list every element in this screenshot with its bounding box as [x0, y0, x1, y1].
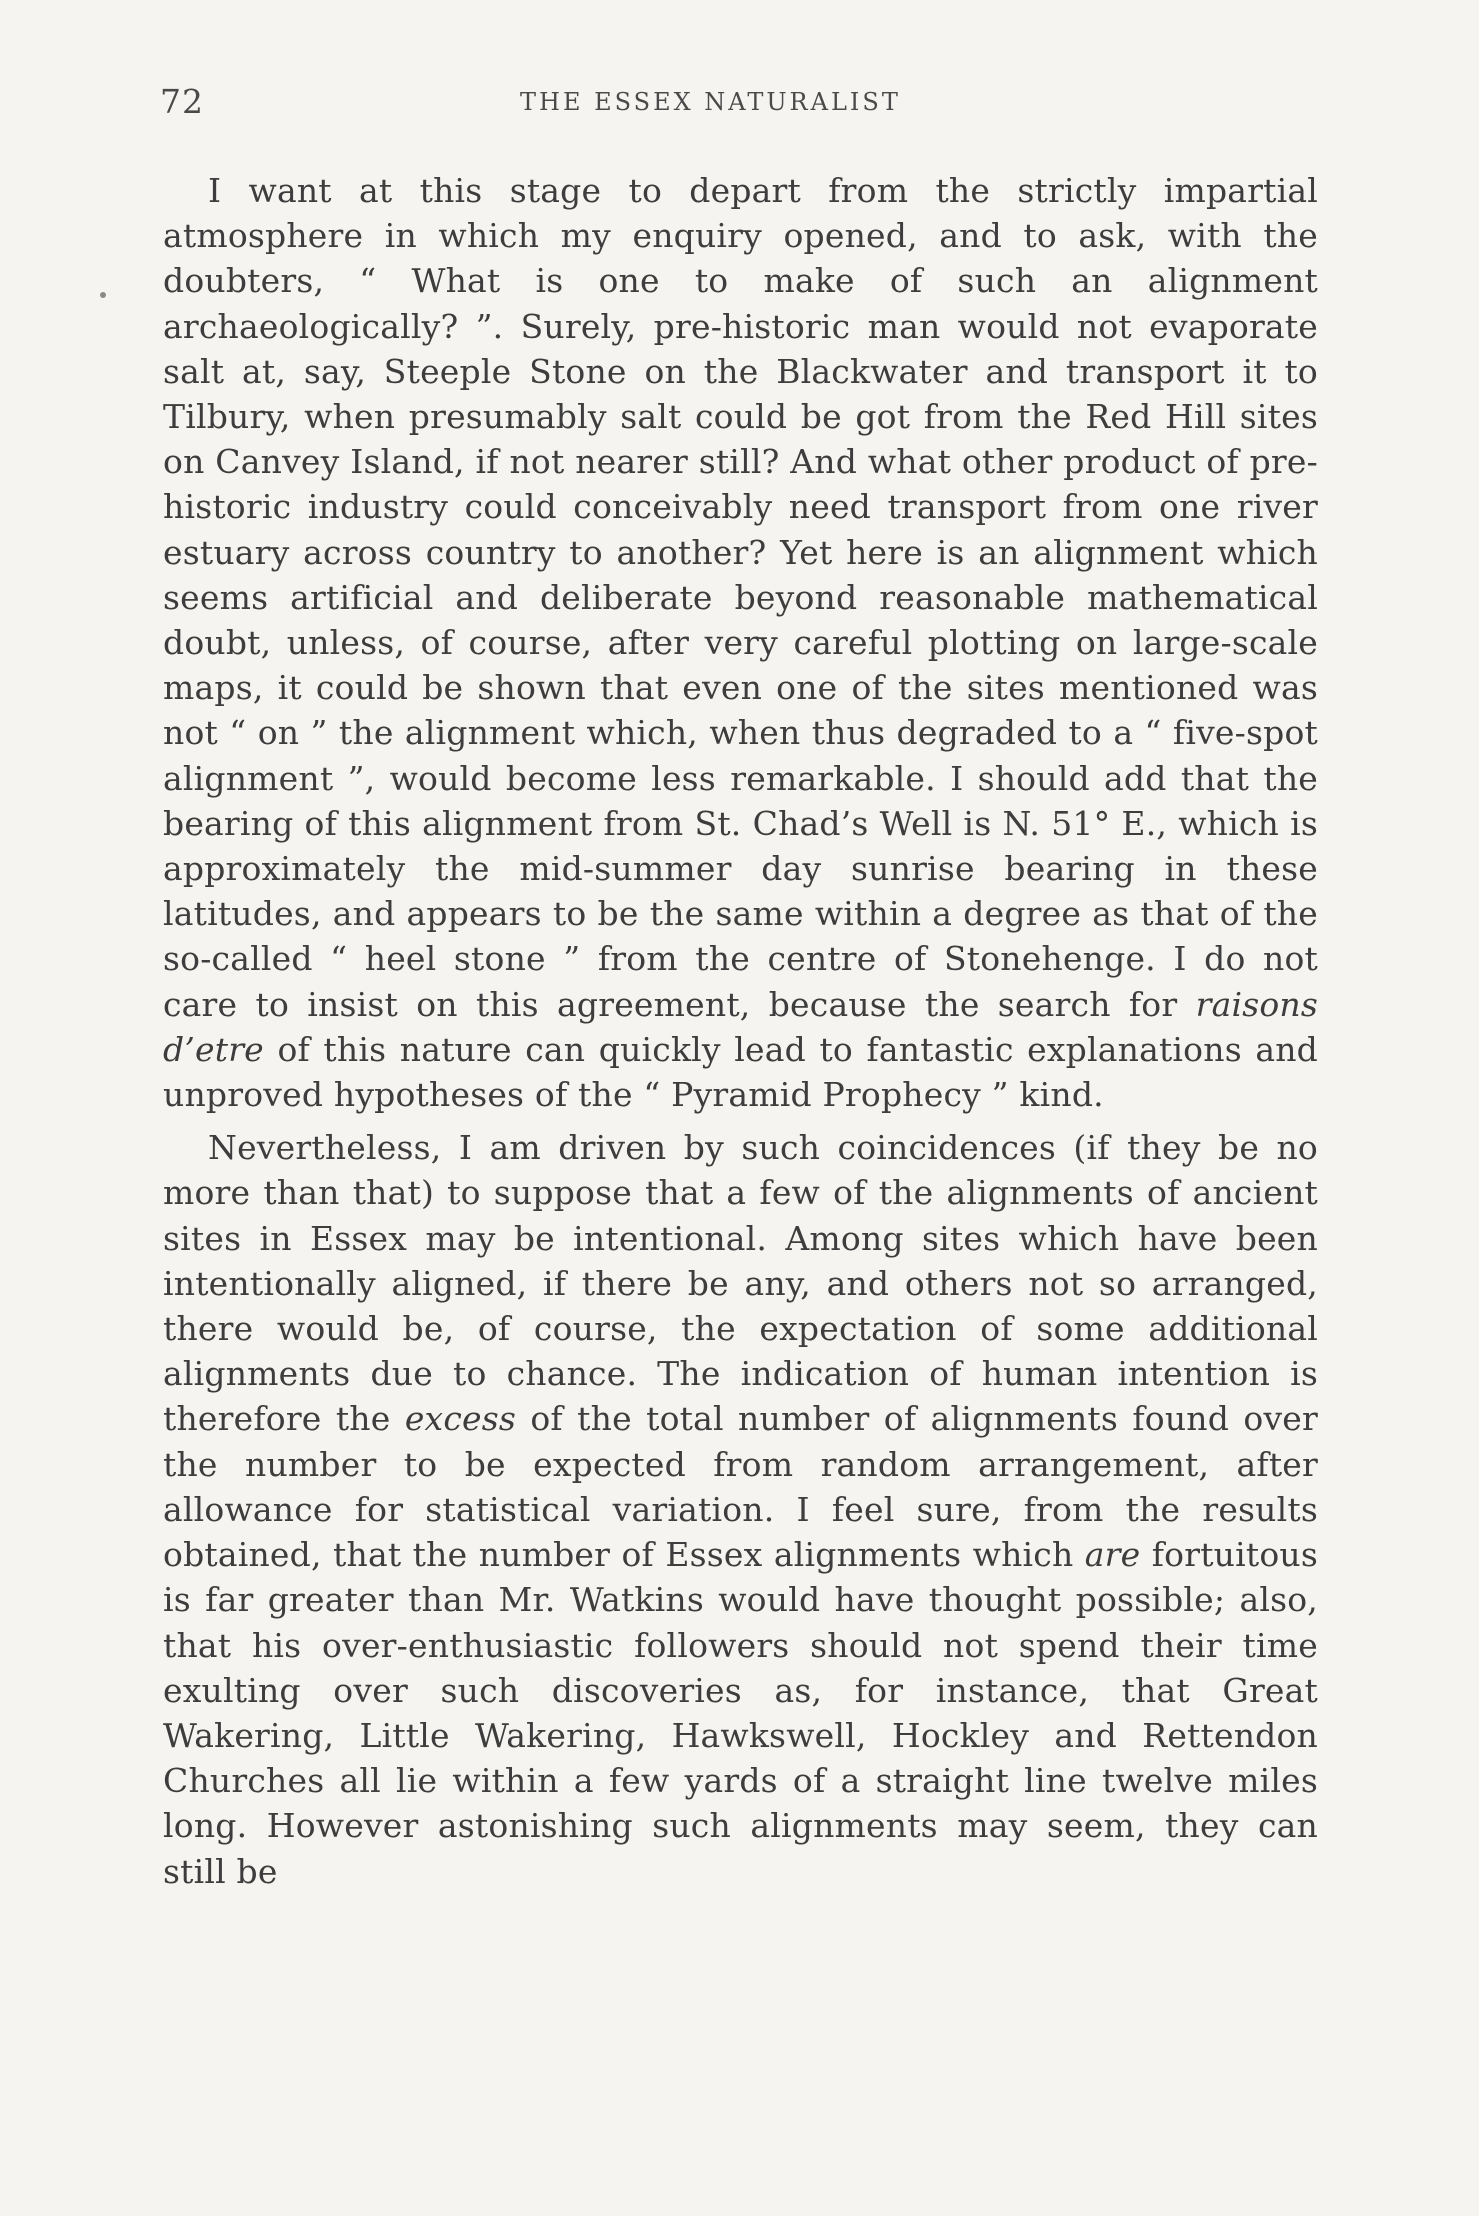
italic-phrase: raisons d’etre	[163, 984, 1318, 1069]
paragraph-text: I want at this stage to depart from the strictly impartial atmosphere in which my enquiry opened, and to ask, with the doubters, “ What is one to make of such an alignment archaeologically? ”. Surely, pre-historic man would not evaporate salt at, say, Steeple Stone on the Blackwater and transport it to Tilbury, when presumably salt could be got from the Red Hill sites on Canvey Island, if not nearer still? And what other product of pre-historic industry could conceivably need transport from one river estuary across country to another? Yet here is an alignment which seems artificial and deliberate beyond reasonable mathematical doubt, unless, of course, after very careful plotting on large-scale maps, it could be shown that even one of the sites mentioned was not “ on ” the alignment which, when thus degraded to a “ five-spot alignment ”, would become less remarkable. I should add that the bearing of this alignment from St. Chad’s Well is N. 51° E., which is approximately the mid-summer day sunrise bearing in these latitudes, and appears to be the same within a degree as that of the so-called “ heel stone ” from the centre of Stonehenge. I do not care to insist on this agreement, because the search for	[163, 171, 1318, 1024]
paragraph-text: of the total number of alignments found over the number to be expected from random arrangement, after allowance for statistical variation. I feel sure, from the results obtained, that the number of Essex alignments which	[163, 1399, 1318, 1575]
paragraph-text: fortuitous is far greater than Mr. Watkins would have thought possible; also, that his over-enthusiastic followers should not spend their time exulting over such discoveries as, for instance, that Great Wakering, Little Wakering, Hawkswell, Hockley and Rettendon Churches all lie within a few yards of a straight line twelve miles long. However astonishing such alignments may seem, they can still be	[163, 1535, 1318, 1891]
paragraph	[163, 168, 1318, 1117]
paragraph-text: Nevertheless, I am driven by such coincidences (if they be no more than that) to suppose that a few of the alignments of ancient sites in Essex may be intentional. Among sites which have been intentionally aligned, if there be any, and others not so arranged, there would be, of course, the expectation of some additional alignments due to chance. The indication of human intention is therefore the	[163, 1128, 1318, 1439]
running-title: THE ESSEX NATURALIST	[520, 88, 901, 116]
margin-mark	[100, 292, 106, 298]
page-number: 72	[160, 82, 204, 121]
paragraph	[163, 1125, 1318, 1893]
italic-word: are	[1084, 1535, 1141, 1575]
paragraph-text: of this nature can quickly lead to fantastic explanations and unproved hypotheses of the “ Pyramid Prophecy ” kind.	[163, 1029, 1318, 1115]
body-text	[163, 168, 1318, 1894]
page-header	[160, 82, 1320, 122]
italic-word: excess	[404, 1399, 517, 1439]
